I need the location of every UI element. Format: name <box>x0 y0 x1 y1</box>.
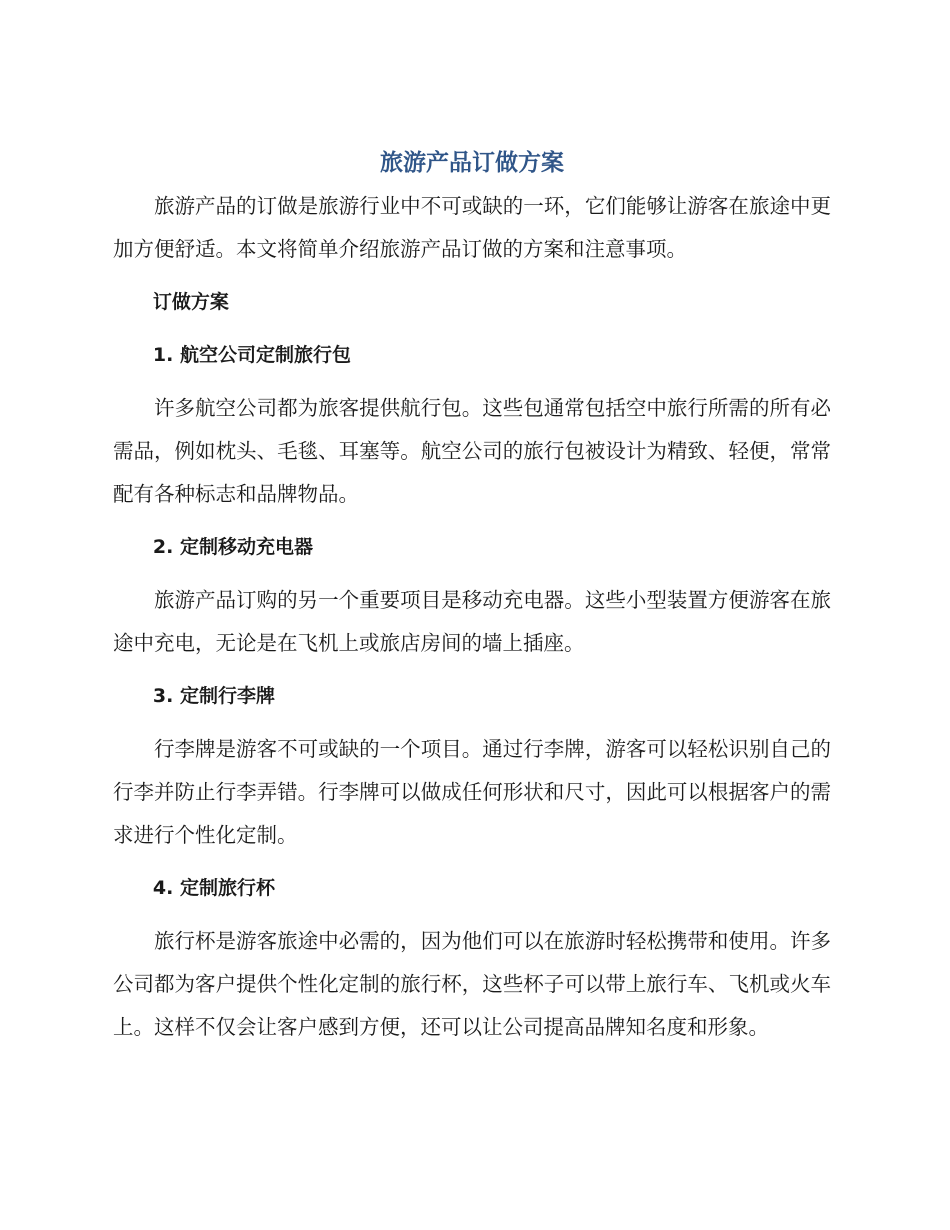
item-paragraph-3: 行李牌是游客不可或缺的一个项目。通过行李牌，游客可以轻松识别自己的行李并防止行李弄错。行李牌可以做成任何形状和尺寸，因此可以根据客户的需求进行个性化定制。 <box>113 737 831 847</box>
document-page <box>113 142 831 1059</box>
document-title: 旅游产品订做方案 <box>380 150 564 176</box>
item-heading-2: 2. 定制移动充电器 <box>152 536 313 558</box>
item-paragraph-2: 旅游产品订购的另一个重要项目是移动充电器。这些小型装置方便游客在旅途中充电，无论是在飞机上或旅店房间的墙上插座。 <box>113 588 831 655</box>
item-heading-1: 1. 航空公司定制旅行包 <box>152 344 351 366</box>
intro-paragraph: 旅游产品的订做是旅游行业中不可或缺的一环，它们能够让游客在旅途中更加方便舒适。本文将简单介绍旅游产品订做的方案和注意事项。 <box>113 194 831 261</box>
item-heading-4: 4. 定制旅行杯 <box>152 877 275 899</box>
item-heading-3: 3. 定制行李牌 <box>152 685 275 707</box>
item-paragraph-1: 许多航空公司都为旅客提供航行包。这些包通常包括空中旅行所需的所有必需品，例如枕头、毛毯、耳塞等。航空公司的旅行包被设计为精致、轻便，常常配有各种标志和品牌物品。 <box>113 396 831 506</box>
item-paragraph-4: 旅行杯是游客旅途中必需的，因为他们可以在旅游时轻松携带和使用。许多公司都为客户提供个性化定制的旅行杯，这些杯子可以带上旅行车、飞机或火车上。这样不仅会让客户感到方便，还可以让公司提高品牌知名度和形象。 <box>113 929 831 1039</box>
section-heading: 订做方案 <box>152 291 229 313</box>
